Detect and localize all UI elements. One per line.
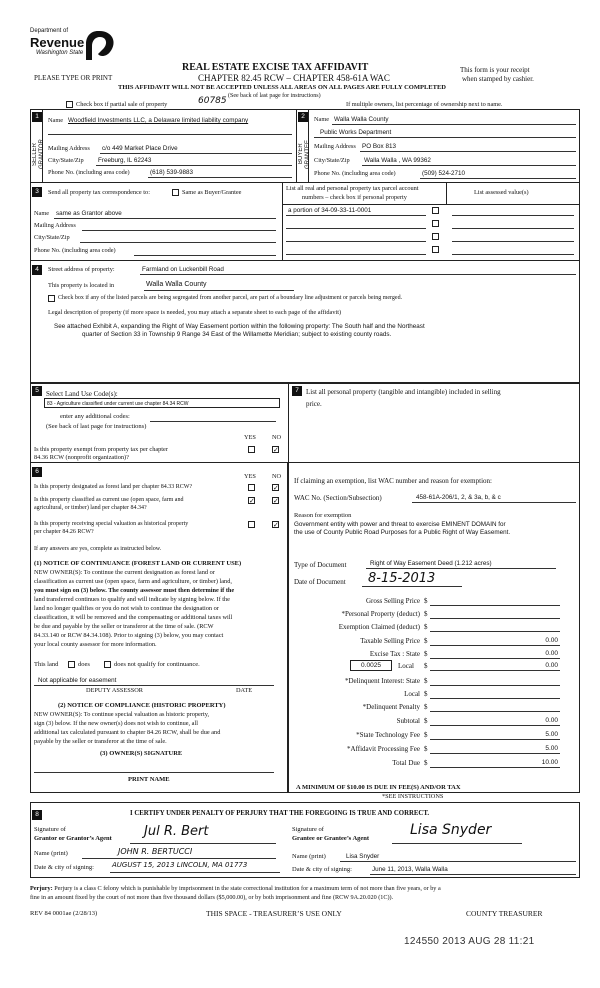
grantor-name[interactable]: JOHN R. BERTUCCI <box>118 847 193 856</box>
excise-state-dollar: $ <box>424 650 428 658</box>
parcel-header-1: List all real and personal property tax parcel account <box>286 185 419 192</box>
gross-dollar: $ <box>424 597 428 605</box>
deputy-assessor-label: DEPUTY ASSESSOR <box>86 687 143 694</box>
land-use-value: 83 - Agriculture classified under current use chapter 84.34 RCW <box>47 401 189 407</box>
notice1-line-2: you must sign on (3) below. The county assessor must then determine if the <box>34 587 235 594</box>
buyer-phone-label: Phone No. (including area code) <box>314 170 396 177</box>
parcel-header-2: numbers – check box if personal property <box>302 194 407 201</box>
segregated-label: Check box if any of the listed parcels are being segregated from another parcel, are part of a boundary line adjustment or parcels being merged. <box>58 295 403 301</box>
forest-question: Is this property designated as forest land per chapter 84.33 RCW? <box>34 484 193 490</box>
additional-codes-label: enter any additional codes: <box>60 413 130 420</box>
deputy-date-label: DATE <box>236 687 253 694</box>
total-due-value[interactable]: 10.00 <box>541 759 558 766</box>
doc-date-handwriting[interactable]: 8-15-2013 <box>368 571 436 586</box>
current-use-no-checkbox[interactable]: ✓ <box>273 497 279 505</box>
land-use-select[interactable] <box>44 398 280 408</box>
legal-label: Legal description of property (if more space is needed, you may attach a separate sheet to each page of the affidavit) <box>48 309 342 316</box>
historic-no-checkbox[interactable]: ✓ <box>273 521 279 529</box>
s3-name[interactable]: same as Grantor above <box>56 210 122 217</box>
notice1-line-6: be due and payable by the seller or transferor at the time of sale. (RCW <box>34 623 214 630</box>
exemption-label: If claiming an exemption, list WAC number and reason for exemption: <box>294 477 492 485</box>
taxable-value[interactable]: 0.00 <box>545 637 558 644</box>
parcel-2-checkbox[interactable] <box>432 220 439 227</box>
partial-sale-label: Check box if partial sale of property <box>76 101 168 108</box>
grantee-sig-label-1: Signature of <box>292 826 324 833</box>
notice2-line-0: NEW OWNER(S): To continue special valuation as historic property, <box>34 711 210 718</box>
minimum-due-note: A MINIMUM OF $10.00 IS DUE IN FEE(S) AND/OR TAX <box>296 784 461 791</box>
notice2-line-1: sign (3) below. If the new owner(s) does not wish to continue, all <box>34 720 198 727</box>
land-use-label: Select Land Use Code(s): <box>46 390 118 398</box>
seller-mailing[interactable]: c/o 449 Market Place Drive <box>102 145 178 152</box>
does-not-label: does not qualify for continuance. <box>114 661 200 668</box>
grantor-date-city[interactable]: AUGUST 15, 2013 LINCOLN, MA 01773 <box>112 861 248 869</box>
tech-fee-dollar: $ <box>424 731 428 739</box>
excise-state-value[interactable]: 0.00 <box>545 650 558 657</box>
owner-signature-title: (3) OWNER(S) SIGNATURE <box>100 750 183 757</box>
section-6-badge: 6 <box>32 467 42 477</box>
section-2-badge: 2 <box>298 112 308 122</box>
delinquent-penalty-label: *Delinquent Penalty <box>362 703 420 711</box>
print-name-label: PRINT NAME <box>128 776 170 783</box>
affidavit-fee-label: *Affidavit Processing Fee <box>347 745 420 753</box>
notice-compliance-title: (2) NOTICE OF COMPLIANCE (HISTORIC PROPERTY) <box>58 702 226 709</box>
section-5-badge: 5 <box>32 386 42 396</box>
please-type: PLEASE TYPE OR PRINT <box>34 74 113 82</box>
grantor-sig-label-2: Grantor or Grantor’s Agent <box>34 835 112 842</box>
buyer-city[interactable]: Walla Walla , WA 99362 <box>364 157 431 164</box>
section-4-badge: 4 <box>32 265 42 275</box>
see-instructions-note: *SEE INSTRUCTIONS <box>382 793 444 800</box>
grantor-date-label: Date & city of signing: <box>34 864 94 871</box>
parcel-3-checkbox[interactable] <box>432 233 439 240</box>
parcel-4-checkbox[interactable] <box>432 246 439 253</box>
grantee-date-label: Date & city of signing: <box>292 866 352 873</box>
doc-date-label: Date of Document <box>294 578 346 586</box>
legal-text-1: See attached Exhibit A, expanding the Right of Way Easement portion within the following property: The South half and the Northeast <box>54 323 425 330</box>
revision-code: REV 84 0001ae (2/28/13) <box>30 910 98 917</box>
grantee-sig-label-2: Grantee or Grantee’s Agent <box>292 835 370 842</box>
notice-continuance-title: (1) NOTICE OF CONTINUANCE (FOREST LAND OR CURRENT USE) <box>34 560 242 567</box>
s5-yes-header: YES <box>244 434 256 441</box>
current-use-yes-checkbox[interactable]: ✓ <box>249 497 255 505</box>
parcel-1-checkbox[interactable] <box>432 207 439 214</box>
dept-line3: Washington State <box>36 50 84 56</box>
perjury-line-1 <box>30 885 441 892</box>
form-see-back: (See back of last page for instructions) <box>228 93 321 99</box>
reason-line-2: the use of County Public Road Purposes for a Public Right of Way Easement. <box>294 529 511 536</box>
grantee-date-city[interactable]: June 11, 2013, Walla Walla <box>372 866 448 873</box>
section-8-badge: 8 <box>32 810 42 820</box>
notice1-line-5: classification, it will be removed and the compensating or additional taxes will <box>34 614 233 621</box>
seller-phone-label: Phone No. (including area code) <box>48 169 130 176</box>
this-land-label: This land <box>34 661 59 668</box>
certify-statement: I CERTIFY UNDER PENALTY OF PERJURY THAT THE FOREGOING IS TRUE AND CORRECT. <box>130 810 430 817</box>
exemption-dollar: $ <box>424 623 428 631</box>
s6-yes-header: YES <box>244 473 256 480</box>
seller-city[interactable]: Freeburg, IL 62243 <box>98 157 152 164</box>
notice1-line-3: land transferred continues to qualify and will indicate by signing below. If the <box>34 596 230 603</box>
perjury-text: Perjury is a class C felony which is punishable by imprisonment in the state correctional institution for a maximum term of not more than five years, or by a <box>54 885 441 892</box>
gross-label: Gross Selling Price <box>365 597 420 605</box>
section-7-badge: 7 <box>292 386 302 396</box>
section-4-box <box>30 261 580 383</box>
exempt-question-2: 84.36 RCW (nonprofit organization)? <box>34 454 129 461</box>
does-not-checkbox[interactable] <box>104 661 111 668</box>
exempt-no-checkbox[interactable]: ✓ <box>273 446 279 454</box>
personal-property-label-1: List all personal property (tangible and intangible) included in selling <box>306 388 501 396</box>
tech-fee-label: *State Technology Fee <box>356 731 420 739</box>
notice2-line-2: additional tax calculated pursuant to chapter 84.26 RCW, shall be due and <box>34 729 221 736</box>
affidavit-fee-dollar: $ <box>424 745 428 753</box>
parcel-1[interactable]: a portion of 34-09-33-11-0001 <box>288 207 372 214</box>
taxable-label: Taxable Selling Price <box>360 637 420 645</box>
segregated-checkbox[interactable] <box>48 295 55 302</box>
seller-phone[interactable]: (618) 539-9883 <box>150 169 194 176</box>
treasurer-space-label: THIS SPACE - TREASURER’S USE ONLY <box>206 909 342 918</box>
local-label: Local <box>398 662 414 670</box>
seller-side-label: SELLER GRANTOR <box>32 139 45 169</box>
delinquent-local-label: Local <box>404 690 420 698</box>
tech-fee-value[interactable]: 5.00 <box>545 731 558 738</box>
current-use-question-1: Is this property classified as current use (open space, farm and <box>34 497 184 503</box>
s3-phone-label: Phone No. (including area code) <box>34 247 116 254</box>
grantee-name-label: Name (print) <box>292 853 326 860</box>
total-due-dollar: $ <box>424 759 428 767</box>
form-title: REAL ESTATE EXCISE TAX AFFIDAVIT <box>182 62 369 73</box>
if-yes-note: If any answers are yes, complete as instructed below. <box>34 546 162 552</box>
grantor-name-label: Name (print) <box>34 850 68 857</box>
grantee-signature[interactable]: Lisa Snyder <box>410 822 492 838</box>
historic-question-1: Is this property receiving special valuation as historical property <box>34 521 189 527</box>
buyer-side-label: BUYER GRANTEE <box>298 139 311 169</box>
perjury-line-2: fine in an amount fixed by the court of not more than five thousand dollars ($5,000.00), or by both imprisonment and fine (RCW 9A.20.020 (1C)). <box>30 894 394 901</box>
rate-box[interactable] <box>350 660 392 671</box>
s6-no-header: NO <box>272 473 282 480</box>
receipt-line2: when stamped by cashier. <box>462 75 534 83</box>
delinquent-interest-label: *Delinquent Interest: State <box>344 677 420 685</box>
personal-dollar: $ <box>424 610 428 618</box>
same-as-buyer-label: Same as Buyer/Grantee <box>182 189 242 196</box>
not-applicable-note: Not applicable for easement <box>38 677 117 684</box>
historic-question-2: per chapter 84.26 RCW? <box>34 529 94 535</box>
buyer-name-2[interactable]: Public Works Department <box>320 129 392 136</box>
receipt-line1: This form is your receipt <box>460 66 530 74</box>
notice1-line-1: classification as current use (open space, farm and agriculture, or timber) land, <box>34 578 232 585</box>
seller-name[interactable]: Woodfield Investments LLC, a Delaware limited liability company <box>68 117 249 124</box>
section-3-badge: 3 <box>32 187 42 197</box>
local-value[interactable]: 0.00 <box>545 662 558 669</box>
form-warning: THIS AFFIDAVIT WILL NOT BE ACCEPTED UNLESS ALL AREAS ON ALL PAGES ARE FULLY COMPLETED <box>118 84 446 91</box>
delinquent-penalty-dollar: $ <box>424 703 428 711</box>
notice1-line-4: land no longer qualifies or you do not wish to continue the designation or <box>34 605 219 612</box>
form-chapter: CHAPTER 82.45 RCW – CHAPTER 458-61A WAC <box>198 73 390 83</box>
s5-see-back: (See back of last page for instructions) <box>46 423 147 430</box>
reason-line-1: Government entity with power and threat to exercise EMINENT DOMAIN for <box>294 521 506 528</box>
s3-name-label: Name <box>34 210 50 217</box>
subtotal-dollar: $ <box>424 717 428 725</box>
dept-line1: Department of <box>30 28 69 34</box>
seller-city-label: City/State/Zip <box>48 157 84 164</box>
forest-yes-checkbox[interactable] <box>248 484 255 491</box>
wac-value[interactable]: 458-61A-206/1, 2, & 3a, b, & c <box>416 494 501 501</box>
rate-value: 0.0025 <box>361 662 381 669</box>
notice1-line-8: your local county assessor for more information. <box>34 641 157 648</box>
reason-label: Reason for exemption <box>294 512 352 519</box>
buyer-phone[interactable]: (509) 524-2710 <box>422 170 466 177</box>
personal-deduct-label: *Personal Property (deduct) <box>341 610 420 618</box>
s5-no-header: NO <box>272 434 282 441</box>
exemption-deduct-label: Exemption Claimed (deduct) <box>338 623 420 631</box>
street-value[interactable]: Farmland on Luckenbill Road <box>142 266 224 273</box>
partial-sale-checkbox[interactable] <box>66 101 73 108</box>
taxable-dollar: $ <box>424 637 428 645</box>
notice1-line-7: 84.33.140 or RCW 84.34.108). Prior to signing (3) below, you may contact <box>34 632 224 639</box>
partial-sale-handwriting: 60785 <box>198 96 227 106</box>
assessed-header: List assessed value(s) <box>474 189 529 196</box>
subtotal-label: Subtotal <box>396 717 420 725</box>
delinquent-interest-dollar: $ <box>424 677 428 685</box>
send-correspondence-label: Send all property tax correspondence to: <box>48 189 150 196</box>
section-1-badge: 1 <box>32 112 42 122</box>
multiple-owners-note: If multiple owners, list percentage of ownership next to name. <box>346 101 503 108</box>
doc-type-label: Type of Document <box>294 561 347 569</box>
buyer-name-label: Name <box>314 116 330 123</box>
seller-mailing-label: Mailing Address <box>48 145 90 152</box>
seller-name-label: Name <box>48 117 64 124</box>
forest-no-checkbox[interactable]: ✓ <box>273 484 279 492</box>
buyer-mailing-label: Mailing Address <box>314 143 356 150</box>
buyer-name[interactable]: Walla Walla County <box>334 116 389 123</box>
dept-line2: Revenue <box>30 35 85 50</box>
exempt-yes-checkbox[interactable] <box>248 446 255 453</box>
total-due-label: Total Due <box>392 759 420 767</box>
perjury-bold: Perjury: <box>30 885 53 892</box>
located-label: This property is located in <box>48 282 115 289</box>
county-treasurer-label: COUNTY TREASURER <box>466 909 543 918</box>
s3-city-label: City/State/Zip <box>34 234 70 241</box>
does-label: does <box>78 661 90 668</box>
located-value[interactable]: Walla Walla County <box>146 281 207 288</box>
local-dollar: $ <box>424 662 428 670</box>
current-use-question-2: agricultural, or timber) land per chapter 84.34? <box>34 505 147 511</box>
excise-state-label: Excise Tax : State <box>369 650 420 658</box>
same-as-buyer-checkbox[interactable] <box>172 189 179 196</box>
notice1-line-0: NEW OWNER(S): To continue the current designation as forest land or <box>34 569 215 576</box>
wac-label: WAC No. (Section/Subsection) <box>294 494 382 502</box>
exempt-question-1: Is this property exempt from property tax per chapter <box>34 446 168 453</box>
subtotal-value[interactable]: 0.00 <box>545 717 558 724</box>
historic-yes-checkbox[interactable] <box>248 521 255 528</box>
s3-mailing-label: Mailing Address <box>34 222 76 229</box>
treasurer-stamp: 124550 2013 AUG 28 11:21 <box>404 936 535 947</box>
grantor-sig-label-1: Signature of <box>34 826 66 833</box>
buyer-mailing[interactable]: PO Box 813 <box>362 143 396 150</box>
doc-type-value[interactable]: Right of Way Easement Deed (1.212 acres) <box>370 560 492 567</box>
delinquent-local-dollar: $ <box>424 690 428 698</box>
notice2-line-3: payable by the seller or transferor at the time of sale. <box>34 738 167 745</box>
does-checkbox[interactable] <box>68 661 75 668</box>
grantee-name[interactable]: Lisa Snyder <box>346 853 380 860</box>
legal-text-2: quarter of Section 33 in Township 9 Range 34 East of the Willamette Meridian; subject to existing county roads. <box>82 331 392 338</box>
grantor-signature[interactable]: Jul R. Bert <box>144 824 209 839</box>
street-label: Street address of property: <box>48 266 115 273</box>
personal-property-label-2: price. <box>306 400 322 408</box>
buyer-city-label: City/State/Zip <box>314 157 350 164</box>
affidavit-fee-value[interactable]: 5.00 <box>545 745 558 752</box>
